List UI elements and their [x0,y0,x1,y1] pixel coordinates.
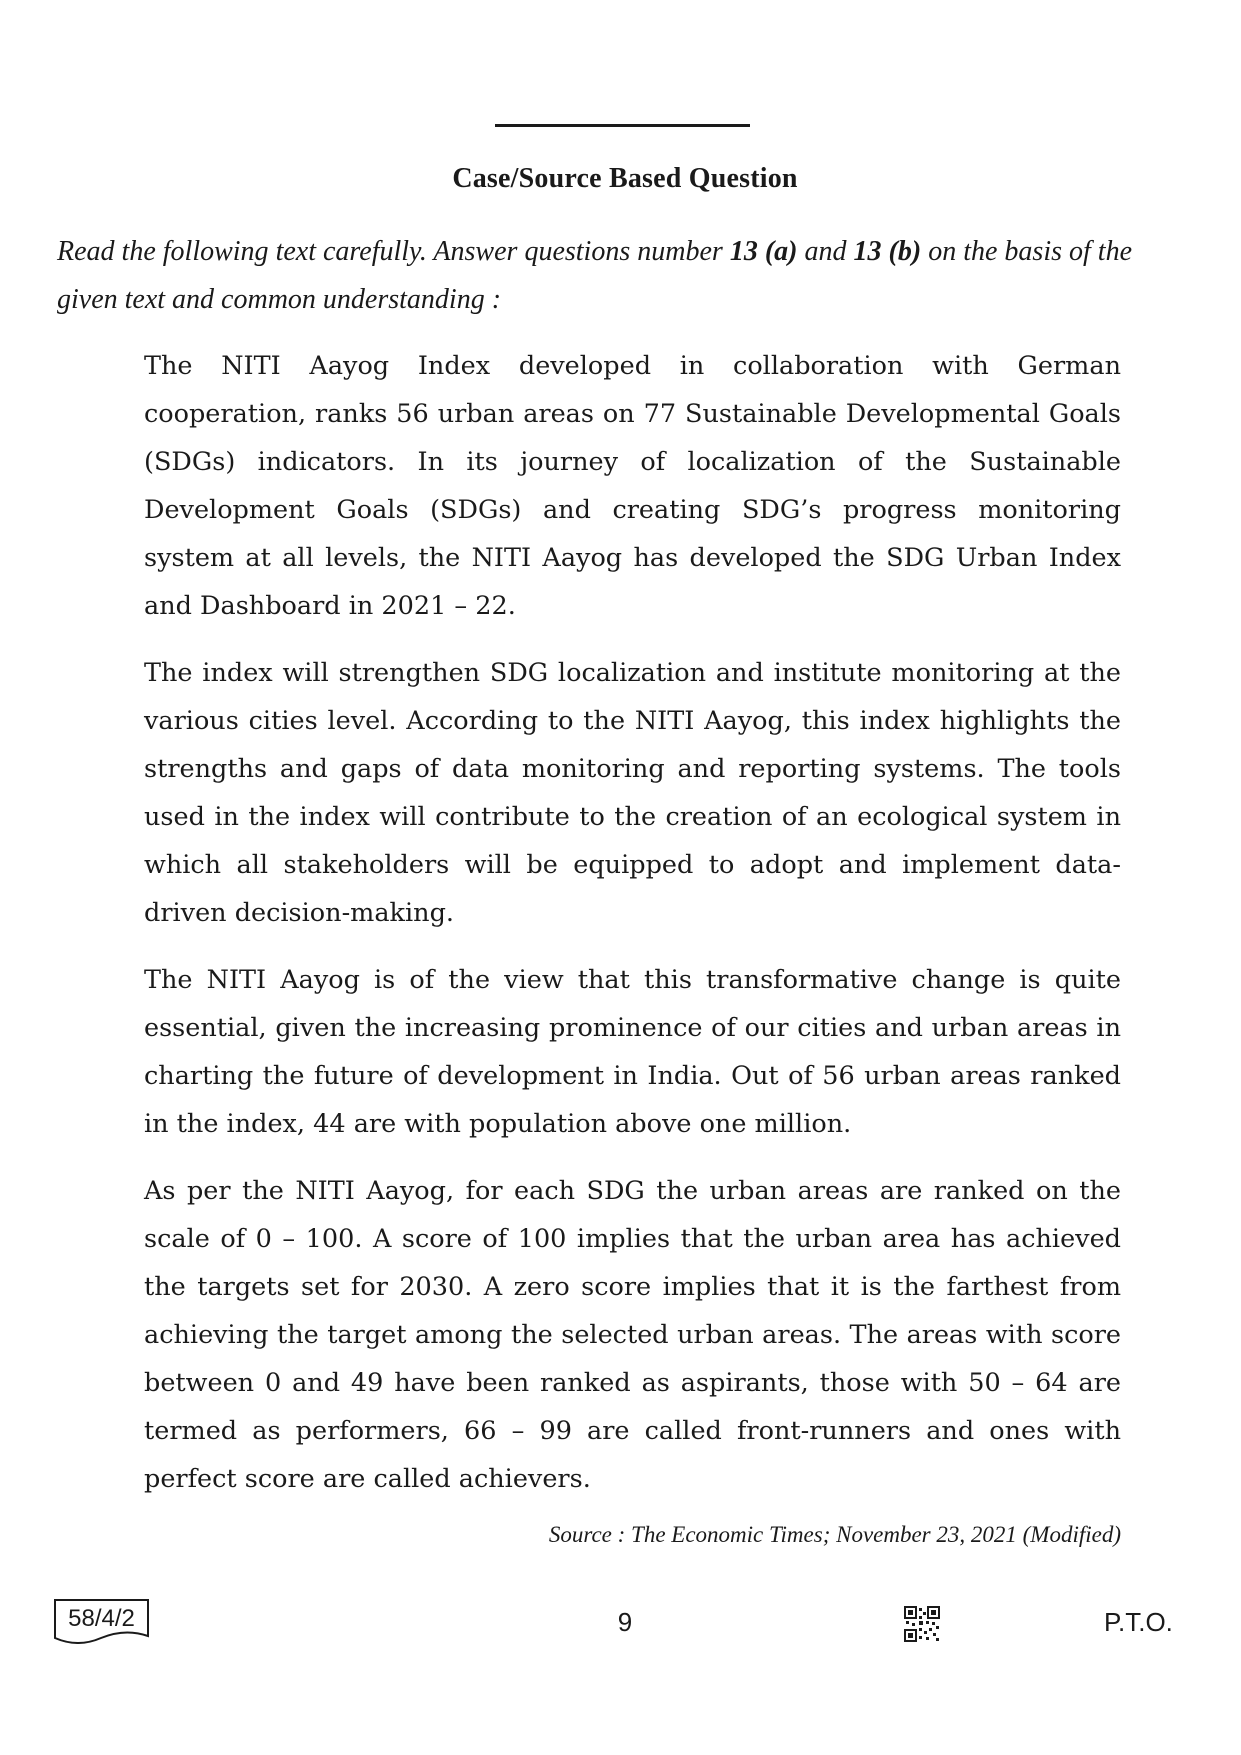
instruction-text [57,228,1132,324]
passage-paragraph-1: The NITI Aayog Index developed in collaboration with German cooperation, ranks 56 urban areas on 77 Sustainable Developmental Goals (SDGs) indicators. In its journey of localization of the Sustainable Development Goals (SDGs) and creating SDG’s progress monitoring system at all levels, the NITI Aayog has developed the SDG Urban Index and Dashboard in 2021 – 22. [144,351,1121,621]
page-number: 9 [617,1607,633,1637]
paper-code-badge [53,1598,150,1644]
question-ref-13a: 13 (a) [729,236,798,267]
instruction-part1: Read the following text carefully. Answer questions number [57,236,730,267]
passage-paragraph-3: The NITI Aayog is of the view that this transformative change is quite essential, given the increasing prominence of our cities and urban areas in charting the future of development in India. Out of 56 urban areas ranked in the index, 44 are with population above one million. [144,965,1121,1139]
passage-paragraph-4: As per the NITI Aayog, for each SDG the urban areas are ranked on the scale of 0 – 100. A score of 100 implies that the urban area has achieved the targets set for 2030. A zero score implies that it is the farthest from achieving the target among the selected urban areas. The areas with score between 0 and 49 have been ranked as aspirants, those with 50 – 64 are termed as performers, 66 – 99 are called front-runners and ones with perfect score are called achievers. [144,1176,1121,1494]
instruction-part2: and [797,236,854,267]
source-citation: Source : The Economic Times; November 23, 2021 (Modified) [548,1522,1121,1547]
instruction-part3: on the basis of the given text and common understanding : [57,236,1133,315]
qr-code-icon [904,1606,940,1642]
top-divider [495,124,750,127]
question-ref-13b: 13 (b) [853,236,922,267]
passage-paragraph-2: The index will strengthen SDG localization and institute monitoring at the various cities level. According to the NITI Aayog, this index highlights the strengths and gaps of data monitoring and reporting systems. The tools used in the index will contribute to the creation of an ecological system in which all stakeholders will be equipped to adopt and implement data-driven decision-making. [144,658,1121,928]
section-title: Case/Source Based Question [452,163,798,194]
pto-label: P.T.O. [1104,1607,1173,1637]
passage [144,342,1121,1522]
paper-code: 58/4/2 [68,1605,135,1632]
